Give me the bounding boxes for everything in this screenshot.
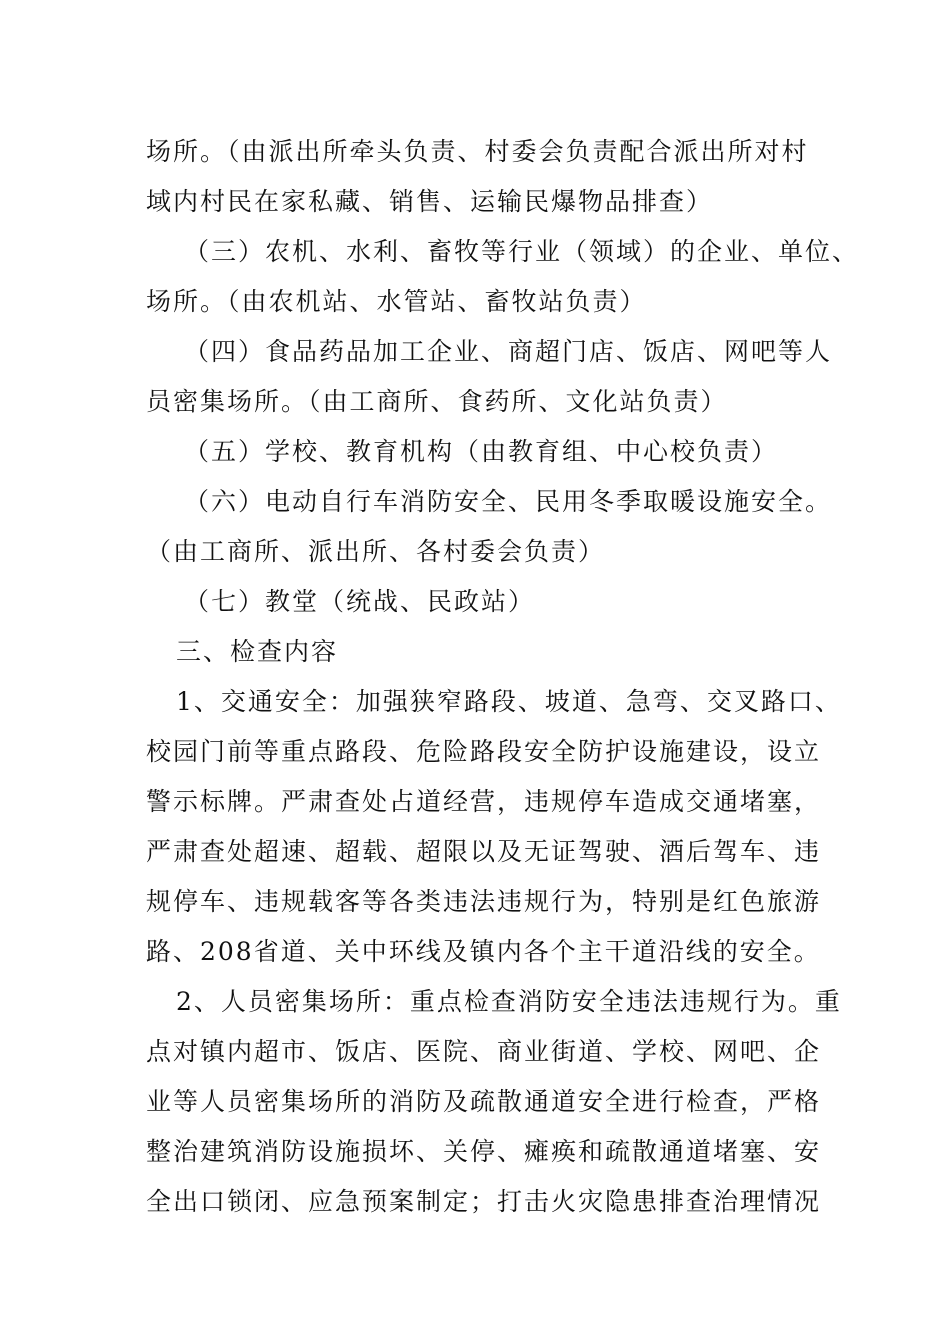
text-line: 业等人员密集场所的消防及疏散通道安全进行检查，严格 xyxy=(146,1087,822,1116)
text-line: 规停车、违规载客等各类违法违规行为，特别是红色旅游 xyxy=(146,887,822,916)
text-line: （三）农机、水利、畜牧等行业（领域）的企业、单位、 xyxy=(184,237,860,266)
text-line: 域内村民在家私藏、销售、运输民爆物品排查） xyxy=(146,187,714,216)
text-line: 2、人员密集场所：重点检查消防安全违法违规行为。重 xyxy=(176,987,842,1016)
text-line: 全出口锁闭、应急预案制定；打击火灾隐患排查治理情况 xyxy=(146,1187,822,1216)
text-line: （七）教堂（统战、民政站） xyxy=(184,587,536,616)
text-line: 警示标牌。严肃查处占道经营，违规停车造成交通堵塞， xyxy=(146,787,822,816)
text-line: 校园门前等重点路段、危险路段安全防护设施建设，设立 xyxy=(146,737,822,766)
text-line: 路、208省道、关中环线及镇内各个主干道沿线的安全。 xyxy=(146,937,821,966)
text-line: 1、交通安全：加强狭窄路段、坡道、急弯、交叉路口、 xyxy=(176,687,842,716)
section-heading: 三、检查内容 xyxy=(176,637,339,666)
document-body xyxy=(146,127,860,1227)
text-line: 场所。（由农机站、水管站、畜牧站负责） xyxy=(146,287,647,316)
text-line: 点对镇内超市、饭店、医院、商业街道、学校、网吧、企 xyxy=(146,1037,822,1066)
text-line: 严肃查处超速、超载、超限以及无证驾驶、酒后驾车、违 xyxy=(146,837,822,866)
text-line: （四）食品药品加工企业、商超门店、饭店、网吧等人 xyxy=(184,337,833,366)
text-line: 整治建筑消防设施损坏、关停、瘫痪和疏散通道堵塞、安 xyxy=(146,1137,822,1166)
text-line: （由工商所、派出所、各村委会负责） xyxy=(146,537,606,566)
text-line: 员密集场所。（由工商所、食药所、文化站负责） xyxy=(146,387,728,416)
text-line: （六）电动自行车消防安全、民用冬季取暖设施安全。 xyxy=(184,487,833,516)
text-line: （五）学校、教育机构（由教育组、中心校负责） xyxy=(184,437,779,466)
text-line: 场所。（由派出所牵头负责、村委会负责配合派出所对村 xyxy=(146,137,809,166)
